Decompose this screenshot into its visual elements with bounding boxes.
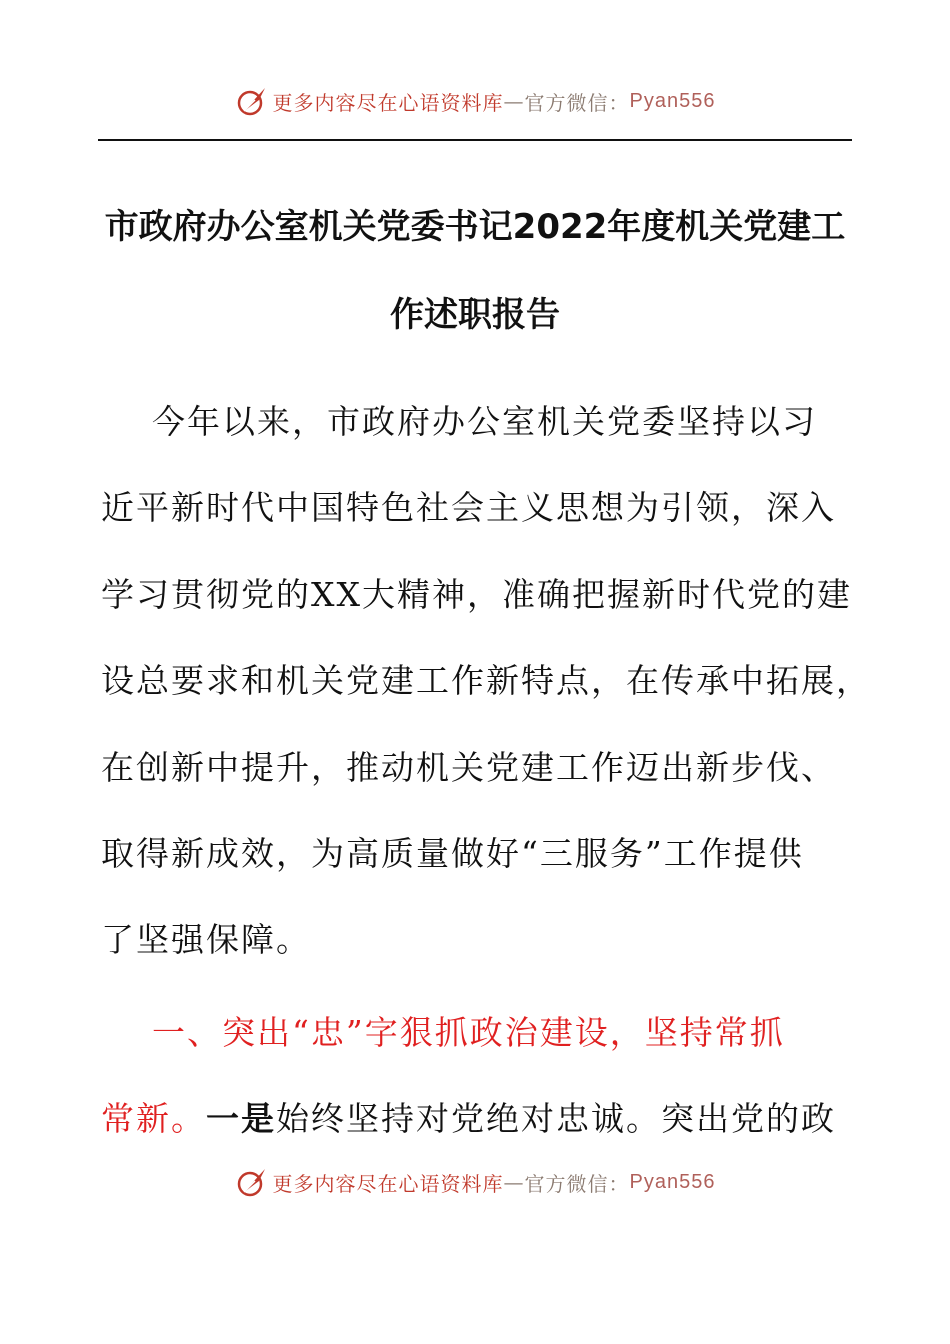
- doc-title-line2: 作述职报告: [390, 295, 560, 335]
- watermark-dash: —: [503, 89, 525, 113]
- header-rule: [98, 139, 852, 141]
- watermark-id: Pyan556: [629, 89, 716, 112]
- watermark-middle: 官方微信：: [524, 1171, 630, 1196]
- watermark-prefix: 更多内容尽在心语资料库: [272, 90, 504, 115]
- section1-heading-end: 常新。: [101, 1099, 206, 1138]
- watermark-dash: —: [503, 1170, 525, 1194]
- watermark-id: Pyan556: [629, 1170, 716, 1193]
- section1-heading-line1: 一、突出“忠”字狠抓政治建设，坚持常抓: [152, 1013, 785, 1052]
- para1-line1: [101, 402, 861, 442]
- para1-line4: 设总要求和机关党建工作新特点，在传承中拓展，: [101, 661, 871, 700]
- watermark-middle: 官方微信：: [524, 90, 630, 115]
- para1-text-1: 今年以来，市政府办公室机关党委坚持以习: [152, 402, 817, 441]
- para1-line7: 了坚强保障。: [101, 920, 311, 959]
- footer-watermark: [0, 1165, 950, 1199]
- para1-line5: 在创新中提升，推动机关党建工作迈出新步伐、: [101, 748, 836, 787]
- watermark-prefix: 更多内容尽在心语资料库: [272, 1171, 504, 1196]
- para1-line2: 近平新时代中国特色社会主义思想为引领，深入: [101, 488, 836, 527]
- para1-line6: 取得新成效，为高质量做好“三服务”工作提供: [101, 834, 804, 873]
- quill-logo-icon: [235, 84, 269, 118]
- section1-heading-line2: [101, 1099, 861, 1139]
- doc-title-line1: 市政府办公室机关党委书记2022年度机关党建工: [104, 207, 846, 247]
- header-watermark: [0, 84, 950, 118]
- quill-logo-icon: [235, 1165, 269, 1199]
- para1-line3: 学习贯彻党的XX大精神，准确把握新时代党的建: [101, 575, 852, 614]
- section1-text: 始终坚持对党绝对忠诚。突出党的政: [276, 1099, 836, 1138]
- section1-bold-lead: 一是: [206, 1099, 276, 1138]
